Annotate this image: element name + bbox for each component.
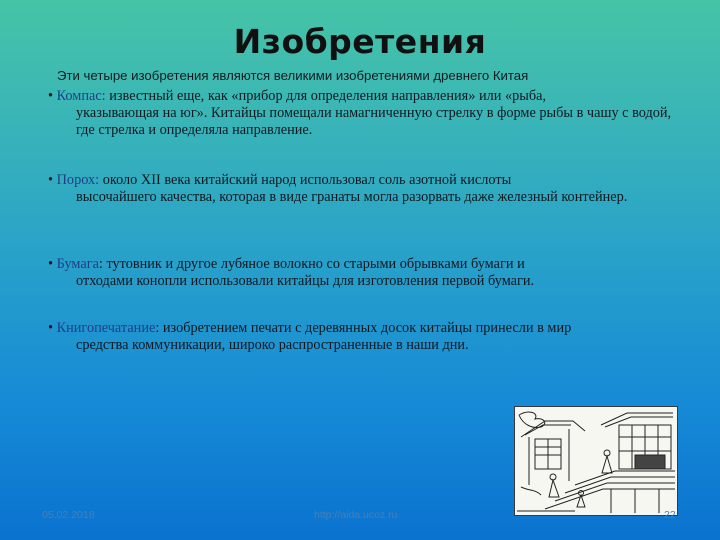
item-text: около XII века китайский народ использовал соль азотной кислоты xyxy=(99,172,512,188)
footer-date: 05.02.2018 xyxy=(42,509,95,521)
item-term: Компас: xyxy=(56,88,106,104)
ancient-chinese-woodcut-illustration xyxy=(514,406,678,516)
item-text-continued: отходами конопли использовали китайцы для изготовления первой бумаги. xyxy=(76,273,535,289)
item-text: : изобретением печати с деревянных досок китайцы принесли в мир xyxy=(155,320,572,336)
list-item xyxy=(48,256,688,290)
bullet: • xyxy=(48,320,54,336)
bullet: • xyxy=(48,172,54,188)
item-term: Бумага xyxy=(56,256,99,272)
item-text: : тутовник и другое лубяное волокно со старыми обрывками бумаги и xyxy=(98,256,525,272)
list-item xyxy=(48,88,688,139)
item-text-continued: высочайшего качества, которая в виде гранаты могла разорвать даже железный контейнер. xyxy=(76,189,628,205)
list-item xyxy=(48,172,688,206)
item-term: Порох: xyxy=(56,172,100,188)
slide-title: Изобретения xyxy=(233,22,487,61)
item-text-continued: указывающая на юг». Китайцы помещали намагниченную стрелку в форме рыбы в чашу с водой, где стрелка и определяла направление. xyxy=(76,105,672,138)
footer-url[interactable]: http://aida.ucoz.ru xyxy=(314,509,398,521)
item-term: Книгопечатание xyxy=(56,320,156,336)
bullet: • xyxy=(48,88,54,104)
list-item xyxy=(48,320,688,354)
woodcut-drawing xyxy=(515,407,677,515)
item-text: известный еще, как «прибор для определения направления» или «рыба, xyxy=(105,88,547,104)
item-text-continued: средства коммуникации, широко распространенные в наши дни. xyxy=(76,337,469,353)
slide-subtitle: Эти четыре изобретения являются великими изобретениями древнего Китая xyxy=(57,68,529,83)
bullet: • xyxy=(48,256,54,272)
footer-page-number: 22 xyxy=(664,509,676,521)
